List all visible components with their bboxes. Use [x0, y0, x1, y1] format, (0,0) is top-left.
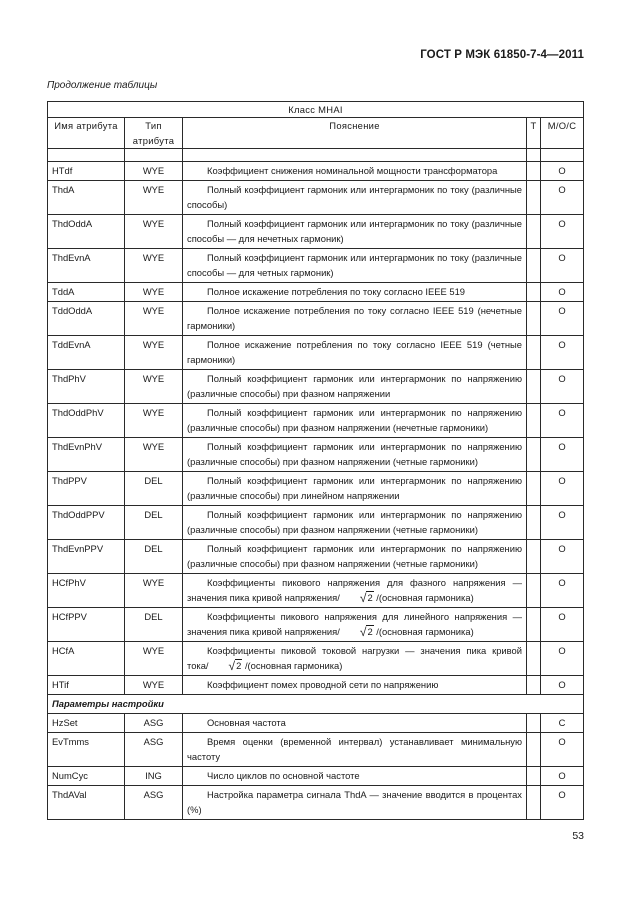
attribute-type: WYE [125, 676, 183, 695]
attribute-description [183, 608, 527, 642]
attribute-name: HCfPhV [48, 574, 125, 608]
description-text-suffix: /(основная гармоника) [373, 592, 474, 603]
transient-flag [527, 506, 541, 540]
moc-value: O [541, 608, 584, 642]
moc-value: O [541, 302, 584, 336]
section-title: Параметры настройки [48, 695, 584, 714]
attribute-description [183, 574, 527, 608]
attribute-name: NumCyc [48, 767, 125, 786]
attribute-description: Полный коэффициент гармоник или интергармоник по напряжению (различные способы) при фазном напряжении [183, 370, 527, 404]
table-row [48, 162, 584, 181]
attribute-description: Коэффициент помех проводной сети по напряжению [183, 676, 527, 695]
table-row [48, 574, 584, 608]
transient-flag [527, 215, 541, 249]
table-row [48, 249, 584, 283]
attribute-name: ThdOddPhV [48, 404, 125, 438]
transient-flag [527, 438, 541, 472]
table-row [48, 506, 584, 540]
transient-flag [527, 283, 541, 302]
table-row [48, 302, 584, 336]
table-row [48, 370, 584, 404]
attribute-type: ASG [125, 714, 183, 733]
attribute-description: Полное искажение потребления по току согласно IEEE 519 (четные гармоники) [183, 336, 527, 370]
column-header-row [48, 118, 584, 149]
attribute-name: TddEvnA [48, 336, 125, 370]
attribute-description: Число циклов по основной частоте [183, 767, 527, 786]
moc-value: O [541, 404, 584, 438]
description-text-suffix: /(основная гармоника) [242, 660, 343, 671]
moc-value: O [541, 283, 584, 302]
attribute-description: Основная частота [183, 714, 527, 733]
col-header-moc: М/О/С [541, 118, 584, 149]
header-spacer-row [48, 149, 584, 162]
attribute-description: Полный коэффициент гармоник или интергармоник по напряжению (различные способы) при фазном напряжении (четные гармоники) [183, 506, 527, 540]
moc-value: O [541, 249, 584, 283]
attribute-name: ThdPhV [48, 370, 125, 404]
transient-flag [527, 472, 541, 506]
moc-value: O [541, 181, 584, 215]
attributes-table [47, 101, 584, 820]
table-row [48, 642, 584, 676]
attribute-name: ThdEvnPPV [48, 540, 125, 574]
transient-flag [527, 786, 541, 820]
transient-flag [527, 249, 541, 283]
attribute-type: WYE [125, 370, 183, 404]
moc-value: O [541, 733, 584, 767]
square-root-icon: √2 [228, 659, 242, 673]
page-number: 53 [572, 830, 584, 842]
attribute-name: ThdOddPPV [48, 506, 125, 540]
transient-flag [527, 676, 541, 695]
moc-value: O [541, 336, 584, 370]
moc-value: O [541, 642, 584, 676]
attribute-description: Коэффициент снижения номинальной мощности трансформатора [183, 162, 527, 181]
attribute-description: Полный коэффициент гармоник или интергармоник по току (различные способы — для нечетных гармоник) [183, 215, 527, 249]
attribute-type: WYE [125, 336, 183, 370]
section-row [48, 695, 584, 714]
attribute-name: TddOddA [48, 302, 125, 336]
table-row [48, 404, 584, 438]
attribute-name: HCfA [48, 642, 125, 676]
table-row [48, 472, 584, 506]
attribute-type: ING [125, 767, 183, 786]
attribute-type: WYE [125, 162, 183, 181]
attribute-description: Полный коэффициент гармоник или интергармоник по напряжению (различные способы) при фазном напряжении (четные гармоники) [183, 438, 527, 472]
attribute-type: WYE [125, 438, 183, 472]
attribute-type: WYE [125, 404, 183, 438]
attribute-type: WYE [125, 215, 183, 249]
attribute-name: ThdOddA [48, 215, 125, 249]
moc-value: O [541, 370, 584, 404]
col-header-type: Тип атрибута [125, 118, 183, 149]
attribute-description: Полный коэффициент гармоник или интергармоник по напряжению (различные способы) при фазном напряжении (нечетные гармоники) [183, 404, 527, 438]
transient-flag [527, 181, 541, 215]
table-row [48, 733, 584, 767]
table-row [48, 181, 584, 215]
moc-value: O [541, 540, 584, 574]
attribute-description: Полный коэффициент гармоник или интергармоник по напряжению (различные способы) при фазном напряжении (четные гармоники) [183, 540, 527, 574]
table-row [48, 786, 584, 820]
moc-value: O [541, 676, 584, 695]
attribute-name: ThdPPV [48, 472, 125, 506]
description-text: Коэффициенты пикового напряжения для фазного напряжения — значения пика кривой напряжения/ [187, 577, 522, 603]
attribute-description: Полное искажение потребления по току согласно IEEE 519 [183, 283, 527, 302]
attribute-description: Полный коэффициент гармоник или интергармоник по току (различные способы — для четных гармоник) [183, 249, 527, 283]
attribute-name: ThdEvnA [48, 249, 125, 283]
moc-value: C [541, 714, 584, 733]
transient-flag [527, 714, 541, 733]
attribute-description: Время оценки (временной интервал) устанавливает минимальную частоту [183, 733, 527, 767]
table-row [48, 714, 584, 733]
attribute-type: WYE [125, 283, 183, 302]
moc-value: O [541, 215, 584, 249]
transient-flag [527, 540, 541, 574]
description-text: Коэффициенты пикового напряжения для линейного напряжения — значения пика кривой напряжения/ [187, 611, 522, 637]
table-row [48, 676, 584, 695]
class-header: Класс MHAI [48, 102, 584, 118]
table-row [48, 767, 584, 786]
attribute-type: WYE [125, 574, 183, 608]
attribute-type: ASG [125, 733, 183, 767]
attribute-type: DEL [125, 506, 183, 540]
attribute-name: ThdEvnPhV [48, 438, 125, 472]
moc-value: O [541, 438, 584, 472]
attribute-name: HCfPPV [48, 608, 125, 642]
attribute-name: ThdA [48, 181, 125, 215]
attribute-name: HzSet [48, 714, 125, 733]
attribute-name: HTif [48, 676, 125, 695]
transient-flag [527, 370, 541, 404]
attribute-type: ASG [125, 786, 183, 820]
radicand: 2 [367, 592, 373, 603]
table-row [48, 608, 584, 642]
transient-flag [527, 404, 541, 438]
col-header-name: Имя атрибута [48, 118, 125, 149]
attribute-name: EvTmms [48, 733, 125, 767]
transient-flag [527, 767, 541, 786]
square-root-icon: √2 [359, 625, 373, 639]
transient-flag [527, 733, 541, 767]
transient-flag [527, 642, 541, 676]
table-row [48, 336, 584, 370]
table-row [48, 540, 584, 574]
attribute-description: Настройка параметра сигнала ThdA — значение вводится в процентах (%) [183, 786, 527, 820]
attribute-description: Полный коэффициент гармоник или интергармоник по напряжению (различные способы) при линейном напряжении [183, 472, 527, 506]
moc-value: O [541, 786, 584, 820]
attribute-name: HTdf [48, 162, 125, 181]
document-code: ГОСТ Р МЭК 61850-7-4—2011 [420, 49, 584, 61]
attribute-type: DEL [125, 472, 183, 506]
transient-flag [527, 336, 541, 370]
table-row [48, 215, 584, 249]
transient-flag [527, 302, 541, 336]
moc-value: O [541, 767, 584, 786]
description-text: Коэффициенты пиковой токовой нагрузки — значения пика кривой тока/ [187, 645, 522, 671]
attribute-description: Полный коэффициент гармоник или интергармоник по току (различные способы) [183, 181, 527, 215]
col-header-t: Т [527, 118, 541, 149]
moc-value: O [541, 472, 584, 506]
attribute-type: DEL [125, 608, 183, 642]
attribute-type: WYE [125, 302, 183, 336]
attribute-description: Полное искажение потребления по току согласно IEEE 519 (нечетные гармоники) [183, 302, 527, 336]
attribute-type: WYE [125, 249, 183, 283]
square-root-icon: √2 [359, 591, 373, 605]
transient-flag [527, 608, 541, 642]
description-text-suffix: /(основная гармоника) [373, 626, 474, 637]
attribute-type: DEL [125, 540, 183, 574]
table-row [48, 283, 584, 302]
attribute-description [183, 642, 527, 676]
transient-flag [527, 574, 541, 608]
radicand: 2 [367, 626, 373, 637]
table-continuation-label: Продолжение таблицы [47, 80, 158, 91]
moc-value: O [541, 574, 584, 608]
col-header-desc: Пояснение [183, 118, 527, 149]
attribute-type: WYE [125, 181, 183, 215]
moc-value: O [541, 506, 584, 540]
moc-value: O [541, 162, 584, 181]
attribute-name: ThdAVal [48, 786, 125, 820]
radicand: 2 [236, 660, 242, 671]
table-row [48, 438, 584, 472]
attribute-type: WYE [125, 642, 183, 676]
transient-flag [527, 162, 541, 181]
class-header-row [48, 102, 584, 118]
attribute-name: TddA [48, 283, 125, 302]
